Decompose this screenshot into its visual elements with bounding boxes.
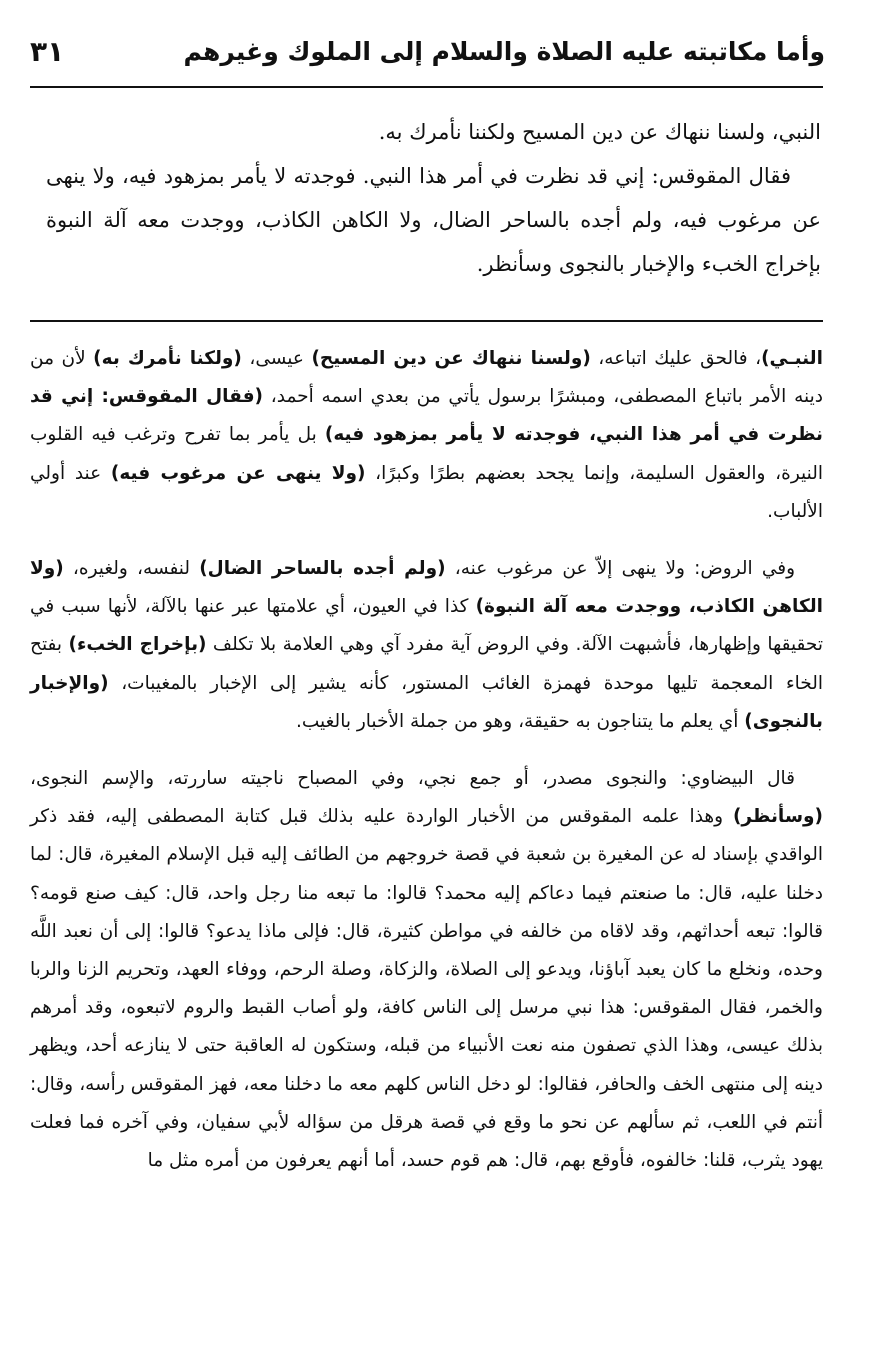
commentary-text-run: عند أولي الألباب. (30, 462, 823, 522)
quoted-term: النبـي) (761, 348, 823, 369)
commentary-text (30, 340, 823, 1180)
quoted-term: (ولا ينهى عن مرغوب فيه) (110, 462, 366, 484)
header-rule (30, 86, 823, 88)
commentary-text-run: أي يعلم ما يتناجون به حقيقة، وهو من جملة الأخبار بالغيب. (296, 710, 745, 732)
commentary-text-run: وهذا علمه المقوقس من الأخبار الواردة عليه بذلك قبل كتابة المصطفى إليه، فقد ذكر الواقدي بإسناد له عن المغيرة بن شعبة في قصة خروجهم من الطائف إليه قبل الإسلام المغيرة، قال: لما دخلنا عليه، قال: ما صنعتم فيما دعاكم إليه محمد؟ قالوا: ما تبعه منا رجل واحد، قال: كيف صنع قومه؟ قالوا: تبعه أحداثهم، وقد لاقاه من خالفه في مواطن كثيرة، قال: فإلى ماذا يدعو؟ قالوا: إلى أن نعبد اللَّه وحده، ونخلع ما كان يعبد آباؤنا، ويدعو إلى الصلاة، والزكاة، وصلة الرحم، ووفاء العهد، وتحريم الزنا والربا والخمر، فقال المقوقس: هذا نبي مرسل إلى الناس كافة، ولو أصاب القبط والروم لاتبعوه، وقد أمرهم بذلك عيسى، وهذا الذي تصفون منه نعت الأنبياء من قبله، وستكون له العاقبة حتى لا ينازعه أحد، ويظهر دينه إلى منتهى الخف والحافر، فقالوا: لو دخل الناس كلهم معه ما دخلنا معه، فهز المقوقس رأسه، وقال: أنتم في اللعب، ثم سألهم عن نحو ما وقع في قصة هرقل من سؤاله لأبي سفيان، وفي آخره فما فعلت يهود يثرب، قلنا: خالفوه، فأوقع بهم، قال: هم قوم حسد، أما أنهم يعرفون من أمره مثل ما (30, 806, 823, 1172)
commentary-separator-rule (30, 320, 823, 322)
commentary-text-run: بل يأمر بما تفرح وترغب فيه القلوب النيرة، والعقول السليمة، وإنما يجحد بعضهم بطرًا وكبرًا، (30, 424, 823, 484)
quoted-term: (وسأنظر) (732, 806, 823, 828)
quoted-term: (ولا الكاهن الكاذب، ووجدت معه آلة النبوة) (30, 558, 824, 618)
main-text (46, 110, 821, 286)
page-header (30, 26, 825, 76)
commentary-text-run: كذا في العيون، أي علامتها عبر عنها بالآلة، لأنها سبب في تحقيقها وإظهارها، فأشبهت الآلة. وفي الروض آية مفرد آي وهي العلامة بلا تكلف (30, 596, 823, 656)
commentary-text-run: لأن من دينه الأمر باتباع المصطفى، ومبشرًا برسول يأتي من بعدي اسمه أحمد، (30, 348, 823, 408)
commentary-text-run: قال البيضاوي: والنجوى مصدر، أو جمع نجي، وفي المصباح ناجيته ساررته، والإسم النجوى، (30, 768, 795, 790)
running-title: وأما مكاتبته عليه الصلاة والسلام إلى الملوك وغيرهم (183, 36, 825, 66)
quoted-term: (ولسنا ننهاك عن دين المسيح) (311, 348, 591, 369)
commentary-text-run: وفي الروض: ولا ينهى إلاّ عن مرغوب عنه، (445, 558, 796, 580)
commentary-text-run: لنفسه، ولغيره، (63, 558, 200, 580)
quoted-term: (بإخراج الخبء) (68, 634, 207, 656)
quoted-term: (ولم أجده بالساحر الضال) (199, 558, 446, 580)
commentary-text-run: عيسى، (241, 348, 312, 369)
commentary-text-run: ، فالحق عليك اتباعه، (590, 348, 762, 369)
quoted-term: (والإخبار بالنجوى) (30, 672, 823, 732)
main-paragraph-2: فقال المقوقس: إني قد نظرت في أمر هذا النبي. فوجدته لا يأمر بمزهود فيه، ولا ينهى عن مرغوب فيه، ولم أجده بالساحر الضال، ولا الكاهن الكاذب، ووجدت معه آلة النبوة بإخراج الخبء والإخبار بالنجوى وسأنظر. (46, 164, 821, 276)
page-number: ٣١ (30, 34, 65, 68)
commentary-paragraph-3 (30, 760, 823, 1180)
commentary-text-run: بفتح الخاء المعجمة تليها موحدة فهمزة الغائب المستور، كأنه يشير إلى الإخبار بالمغيبات، (30, 634, 823, 694)
main-paragraph-1: النبي، ولسنا ننهاك عن دين المسيح ولكننا نأمرك به. (378, 120, 821, 144)
quoted-term: (ولكنا نأمرك به) (93, 348, 242, 369)
commentary-paragraph-1 (30, 340, 823, 531)
quoted-term: (فقال المقوقس: إني قد نظرت في أمر هذا النبي، فوجدته لا يأمر بمزهود فيه) (30, 386, 823, 446)
commentary-paragraph-2 (30, 550, 823, 741)
